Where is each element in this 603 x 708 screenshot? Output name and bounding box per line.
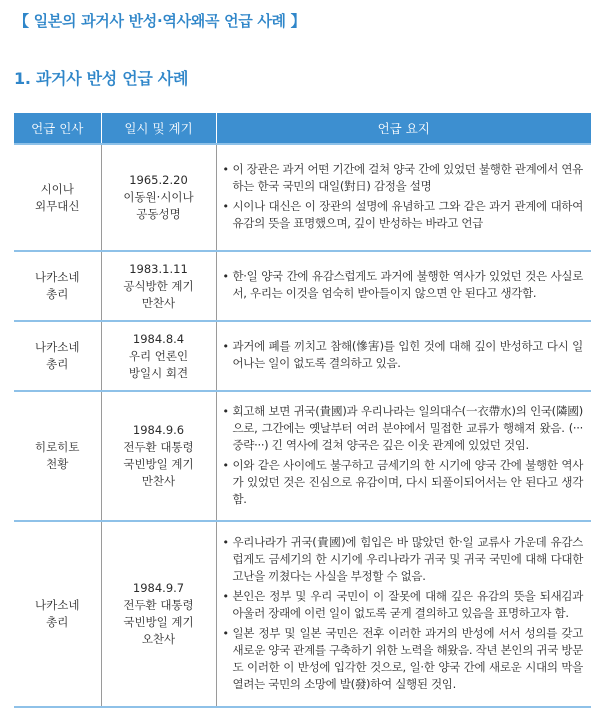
summary-cell <box>216 321 591 391</box>
header-summary: 언급 요지 <box>216 113 591 144</box>
bullet-item: • 과거에 폐를 끼치고 참해(慘害)를 입힌 것에 대해 깊이 반성하고 다시 일어나는 일이 없도록 결의하고 있음. <box>222 339 583 370</box>
speaker-cell: 히로히토 천황 <box>14 391 101 521</box>
bullet-dot-icon: • <box>222 626 229 640</box>
bullet-dot-icon: • <box>222 270 229 283</box>
bullet-dot-icon: • <box>222 163 229 176</box>
occasion-cell: 1984.8.4 우리 언론인 방일시 회견 <box>101 321 216 391</box>
summary-cell <box>216 251 591 321</box>
summary-cell <box>216 144 591 251</box>
bullet-item: • 우리나라가 귀국(貴國)에 힘입은 바 많았던 한·일 교류사 가운데 유감스럽게도 금세기의 한 시기에 우리나라가 귀국 및 귀국 국민에 대해 다대한 고난을 끼쳤다는 사실을 부정할 수 없음. <box>222 534 583 583</box>
table-header-row <box>14 113 591 144</box>
bullet-item: • 시이나 대신은 이 장관의 설명에 유념하고 그와 같은 과거 관계에 대하여 유감의 뜻을 표명했으며, 깊이 반성하는 바라고 언급 <box>222 199 583 230</box>
occasion-cell: 1965.2.20 이동원·시이나 공동성명 <box>101 144 216 251</box>
bullet-dot-icon: • <box>222 200 229 213</box>
occasion-cell: 1983.1.11 공식방한 계기 만찬사 <box>101 251 216 321</box>
bullet-dot-icon: • <box>222 340 229 353</box>
subsection-title: 1. 과거사 반성 언급 사례 <box>14 69 189 88</box>
summary-cell <box>216 391 591 521</box>
header-occasion: 일시 및 계기 <box>101 113 216 144</box>
speaker-cell: 나카소네 총리 <box>14 321 101 391</box>
bullet-item: • 본인은 정부 및 우리 국민이 이 잘못에 대해 깊은 유감의 뜻을 되새김과 아울러 장래에 이런 일이 없도록 굳게 결의하고 있음을 표명하고자 함. <box>222 588 583 620</box>
bullet-dot-icon: • <box>222 589 229 603</box>
occasion-cell: 1984.9.6 전두환 대통령 국빈방일 계기 만찬사 <box>101 391 216 521</box>
bullet-item: • 이와 같은 사이에도 불구하고 금세기의 한 시기에 양국 간에 불행한 역사가 있었던 것은 진심으로 유감이며, 다시 되풀이되어서는 안 된다고 생각함. <box>222 457 583 506</box>
table-row <box>14 144 591 251</box>
bullet-dot-icon: • <box>222 458 229 472</box>
section-heading: 【 일본의 과거사 반성·역사왜곡 언급 사례 】 <box>14 12 306 30</box>
occasion-cell: 1984.9.7 전두환 대통령 국빈방일 계기 오찬사 <box>101 521 216 707</box>
table-row <box>14 321 591 391</box>
speaker-cell: 나카소네 총리 <box>14 251 101 321</box>
header-speaker: 언급 인사 <box>14 113 101 144</box>
bullet-item: • 이 장관은 과거 어떤 기간에 걸쳐 양국 간에 있었던 불행한 관계에서 연유하는 한국 국민의 대일(對日) 감정을 설명 <box>222 162 583 193</box>
speaker-cell: 나카소네 총리 <box>14 521 101 707</box>
remarks-table <box>14 113 591 708</box>
table-row <box>14 391 591 521</box>
bullet-dot-icon: • <box>222 404 229 418</box>
bullet-item: • 한·일 양국 간에 유감스럽게도 과거에 불행한 역사가 있었던 것은 사실로서, 우리는 이것을 엄숙히 받아들이지 않으면 안 된다고 생각함. <box>222 269 583 300</box>
table-row <box>14 521 591 707</box>
speaker-cell: 시이나 외무대신 <box>14 144 101 251</box>
summary-cell <box>216 521 591 707</box>
bullet-dot-icon: • <box>222 535 229 549</box>
table-row <box>14 251 591 321</box>
bullet-item: • 일본 정부 및 일본 국민은 전후 이러한 과거의 반성에 서서 성의를 갖고 새로운 양국 관계를 구축하기 위한 노력을 해왔음. 작년 본인의 귀국 방문도 이러한 이 반성에 입각한 것으로, 일·한 양국 간에 새로운 시대의 막을 열려는 국민의 소망에 발(發)하여 실행된 것임. <box>222 625 583 691</box>
bullet-item: • 회고해 보면 귀국(貴國)과 우리나라는 일의대수(一衣帶水)의 인국(隣國)으로, 그간에는 옛날부터 여러 분야에서 밀접한 교류가 행해져 왔음. (···중략···) 긴 역사에 걸쳐 양국은 깊은 이웃 관계에 있었던 것임. <box>222 403 583 452</box>
